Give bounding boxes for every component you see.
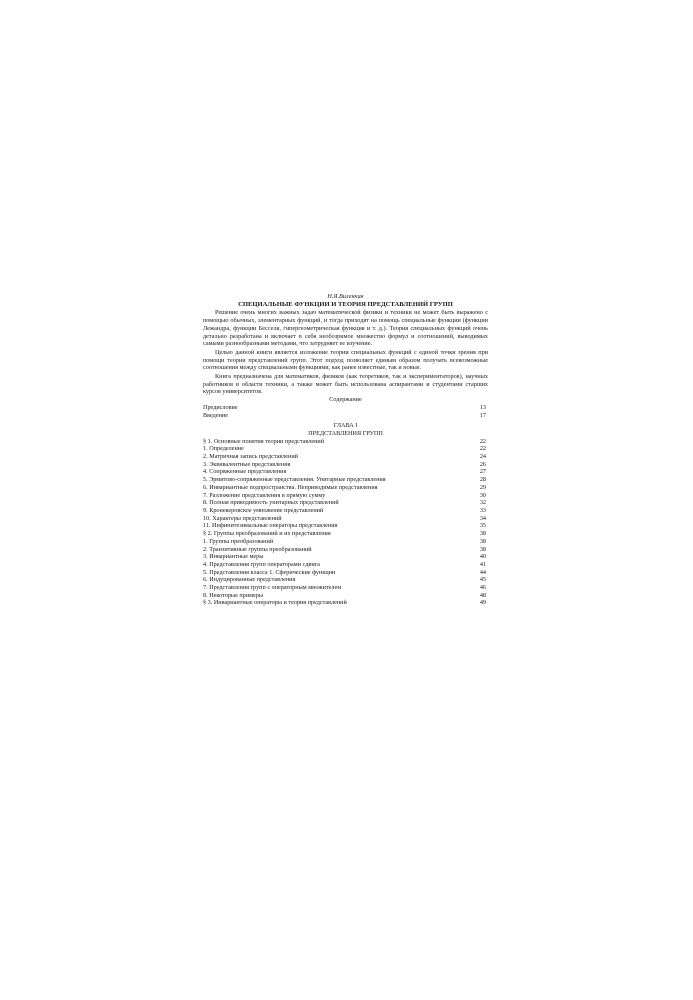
toc-row: [203, 599, 488, 607]
toc-label: § 3. Инвариантные операторы и теория представлений: [203, 599, 347, 607]
abstract-paragraph: Целью данной книги является изложение теории специальных функций с единой точки зрения при помощи теории представлений групп. Этот подход позволяет единым образом получать всевозможные соотношения между специальными функциями, как ранее известные, так и новые.: [203, 348, 488, 372]
toc-label: 8. Некоторые примеры: [203, 591, 263, 599]
toc-label: 6. Инвариантные подпространства. Неприводимые представления: [203, 483, 378, 491]
toc-label: 3. Эквивалентные представления: [203, 460, 291, 468]
toc-page: 33: [479, 506, 486, 514]
toc-row: [203, 461, 488, 469]
toc-row: [203, 515, 488, 523]
toc-page: 32: [479, 499, 486, 507]
toc-row: [203, 492, 488, 500]
toc-page: 26: [479, 460, 486, 468]
toc-label: 4. Сопряженные представления: [203, 468, 287, 476]
toc-label: § 2. Группы преобразований и их представления: [203, 530, 331, 538]
toc-page: 22: [479, 437, 486, 445]
toc-row: [203, 468, 488, 476]
toc-label: Предисловие: [203, 403, 238, 411]
toc-row: [203, 499, 488, 507]
toc-row: [203, 476, 488, 484]
toc-page: 49: [479, 599, 486, 607]
toc-page: 46: [479, 584, 486, 592]
abstract-paragraph: Решение очень многих важных задач математической физики и техники не может быть выражено с помощью обычных, элементарных функций, и тогда приходят на помощь специальные функции (функции Лежандра, функции Бесселя, гипергеометрическая функция и т. д.). Теория специальных функций очень детально разработана и включает в себя необозримое множество формул и соотношений, выводимых самыми разнообразными методами, что затрудняет ее изучение.: [203, 309, 488, 348]
toc-row: [203, 453, 488, 461]
toc-page: 13: [479, 403, 486, 411]
toc-row: [203, 412, 488, 420]
toc-label: 5. Эрмитово-сопряженные представления. Унитарные представления: [203, 476, 386, 484]
toc-row: [203, 569, 488, 577]
toc-row: [203, 484, 488, 492]
toc-label: 9. Кронекеровское умножение представлений: [203, 506, 324, 514]
toc-label: 7. Представления групп с операторным множителем: [203, 584, 342, 592]
toc-row: [203, 553, 488, 561]
abstract-paragraph: Книга предназначена для математиков, физиков (как теоретиков, так и экспериментаторов), научных работников в области техники, а также может быть использована аспирантами и студентами старших курсов университетов.: [203, 373, 488, 396]
toc-page: 38: [479, 537, 486, 545]
toc-row: [203, 438, 488, 446]
document-page: [203, 293, 488, 607]
toc-label: 2. Транзитивные группы преобразований: [203, 545, 312, 553]
toc-label: 10. Характеры представлений: [203, 514, 282, 522]
table-of-contents: [203, 438, 488, 607]
toc-page: 38: [479, 530, 486, 538]
toc-page: 28: [479, 476, 486, 484]
toc-label: 4. Представления групп операторами сдвига: [203, 560, 320, 568]
toc-row: [203, 445, 488, 453]
toc-label: 5. Представления класса 1. Сферические функции: [203, 568, 336, 576]
toc-page: 30: [479, 491, 486, 499]
toc-label: 7. Разложение представления в прямую сумму: [203, 491, 326, 499]
toc-row: [203, 584, 488, 592]
toc-row: [203, 546, 488, 554]
toc-page: 22: [479, 445, 486, 453]
toc-row: [203, 538, 488, 546]
toc-row: [203, 522, 488, 530]
toc-page: 35: [479, 522, 486, 530]
toc-row: [203, 507, 488, 515]
toc-label: 6. Индуцированные представления: [203, 576, 296, 584]
toc-page: 40: [479, 553, 486, 561]
toc-label: Введение: [203, 411, 228, 419]
author: Н.Я.Виленкин: [327, 293, 364, 300]
toc-page: 41: [479, 560, 486, 568]
toc-row: [203, 576, 488, 584]
toc-label: 1. Группы преобразований: [203, 537, 274, 545]
toc-row: [203, 404, 488, 412]
toc-label: 2. Матричная запись представлений: [203, 453, 298, 461]
toc-row: [203, 592, 488, 600]
toc-page: 38: [479, 545, 486, 553]
toc-label: 11. Инфинитезимальные операторы представления: [203, 522, 338, 530]
book-title: СПЕЦИАЛЬНЫЕ ФУНКЦИИ И ТЕОРИЯ ПРЕДСТАВЛЕНИЙ ГРУПП: [238, 300, 453, 308]
toc-page: 24: [479, 453, 486, 461]
toc-label: 8. Полная приводимость унитарных представлений: [203, 499, 339, 507]
toc-page: 34: [479, 514, 486, 522]
chapter-title: ПРЕДСТАВЛЕНИЯ ГРУПП: [308, 429, 383, 437]
toc-row: [203, 530, 488, 538]
toc-page: 48: [479, 591, 486, 599]
toc-label: 3. Инвариантные меры: [203, 553, 264, 561]
toc-page: 27: [479, 468, 486, 476]
chapter-label: ГЛАВА I: [333, 422, 358, 430]
toc-row: [203, 561, 488, 569]
toc-page: 44: [479, 568, 486, 576]
contents-heading: Содержание: [329, 396, 362, 404]
toc-page: 45: [479, 576, 486, 584]
toc-page: 29: [479, 483, 486, 491]
toc-page: 17: [479, 411, 486, 419]
toc-label: § 1. Основные понятия теории представлений: [203, 437, 325, 445]
toc-label: 1. Определение: [203, 445, 244, 453]
front-matter-list: [203, 404, 488, 419]
